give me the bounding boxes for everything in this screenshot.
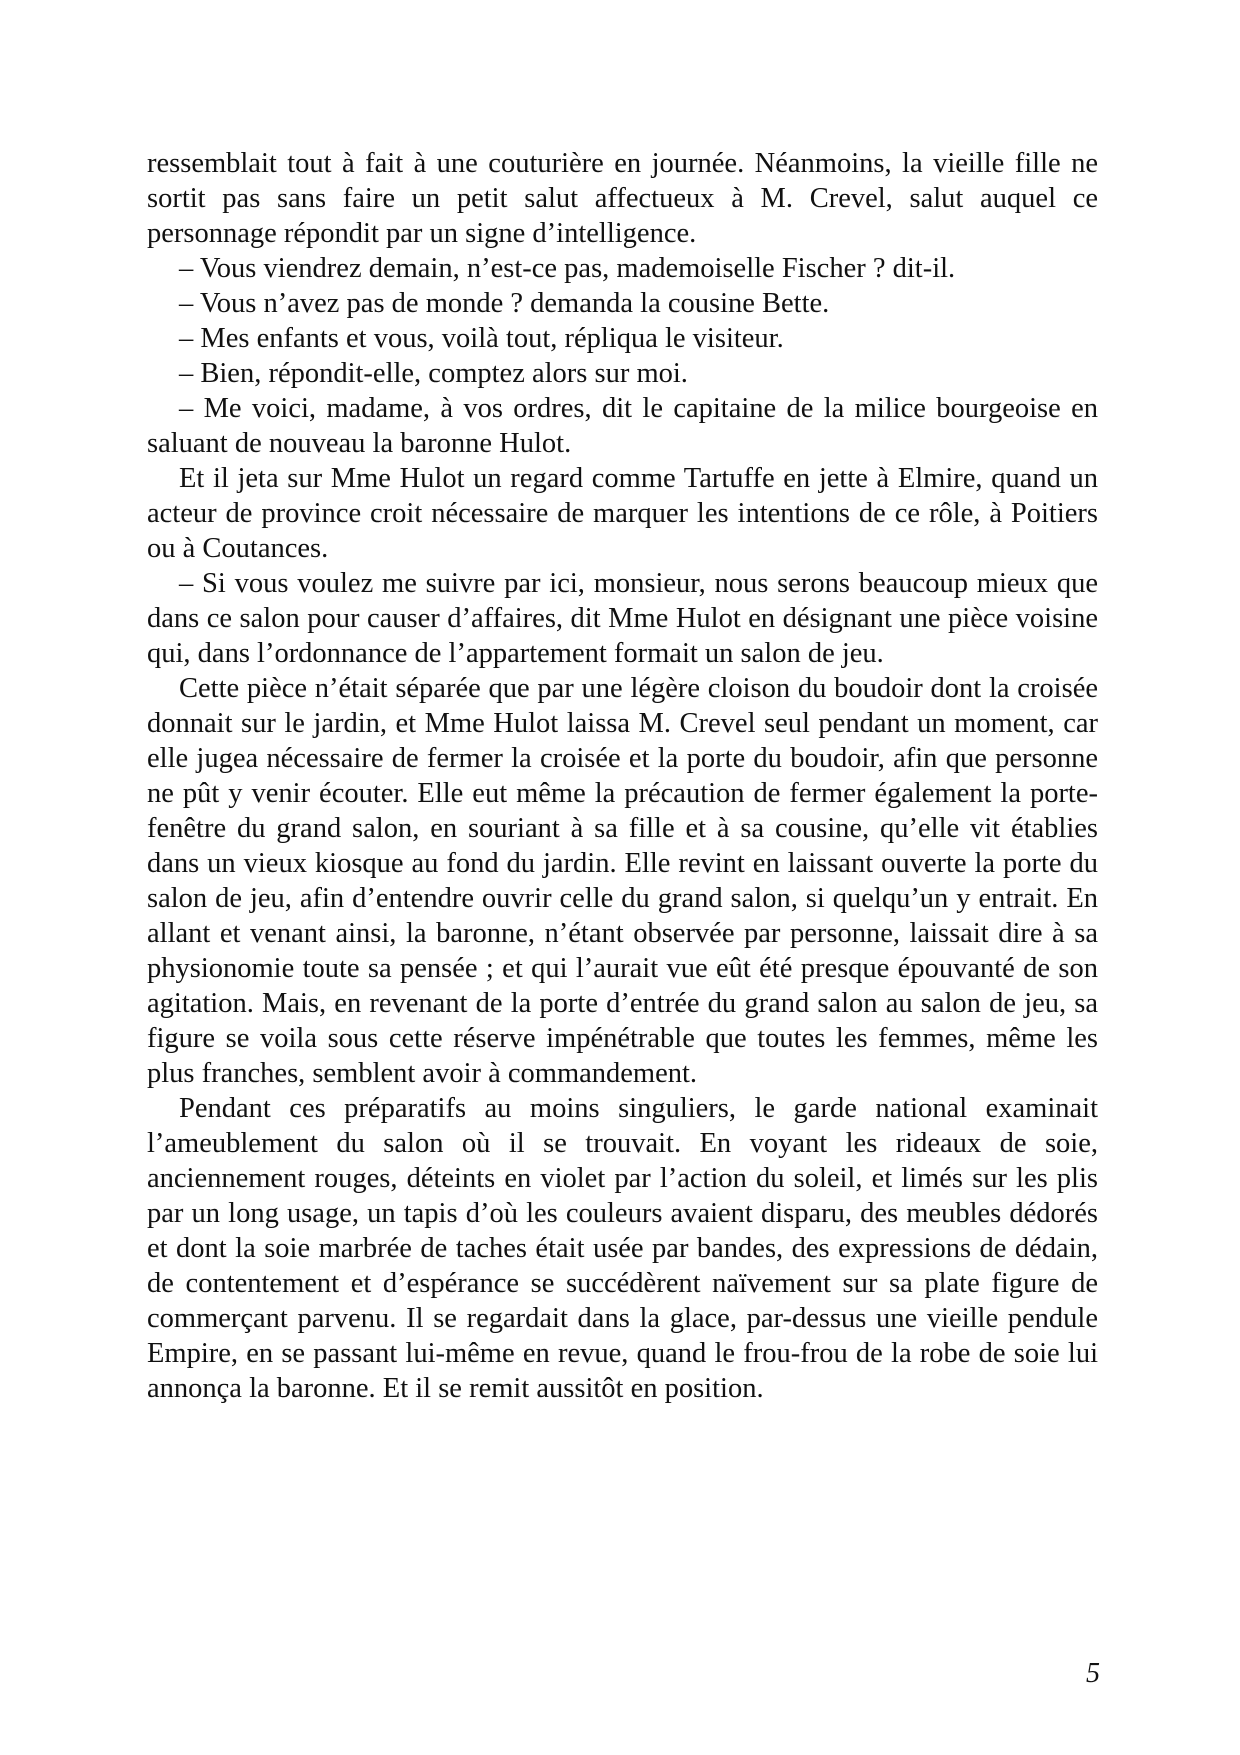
paragraph-1: ressemblait tout à fait à une couturière en journée. Néanmoins, la vieille fille ne sortit pas sans faire un petit salut affectueux à M. Crevel, salut auquel ce personnage répondit par un signe d’intelligence. <box>147 148 1098 249</box>
paragraph-8: – Si vous voulez me suivre par ici, monsieur, nous serons beaucoup mieux que dans ce salon pour causer d’affaires, dit Mme Hulot en désignant une pièce voisine qui, dans l’ordonnance de l’appartement formait un salon de jeu. <box>147 568 1098 669</box>
paragraph-10: Pendant ces préparatifs au moins singuliers, le garde national examinait l’ameublement du salon où il se trouvait. En voyant les rideaux de soie, anciennement rouges, déteints en violet par l’action du soleil, et limés sur les plis par un long usage, un tapis d’où les couleurs avaient disparu, des meubles dédorés et dont la soie marbrée de taches était usée par bandes, des expressions de dédain, de contentement et d’espérance se succédèrent naïvement sur sa plate figure de commerçant parvenu. Il se regardait dans la glace, par-dessus une vieille pendule Empire, en se passant lui-même en revue, quand le frou-frou de la robe de soie lui annonça la baronne. Et il se remit aussitôt en position. <box>147 1093 1098 1404</box>
paragraph-3: – Vous n’avez pas de monde ? demanda la cousine Bette. <box>179 288 830 319</box>
paragraph-6: – Me voici, madame, à vos ordres, dit le capitaine de la milice bourgeoise en saluant de nouveau la baronne Hulot. <box>147 393 1098 459</box>
page-body <box>147 146 1098 1406</box>
paragraph-4: – Mes enfants et vous, voilà tout, répliqua le visiteur. <box>179 323 784 354</box>
paragraph-7: Et il jeta sur Mme Hulot un regard comme Tartuffe en jette à Elmire, quand un acteur de province croit nécessaire de marquer les intentions de ce rôle, à Poitiers ou à Coutances. <box>147 463 1098 564</box>
page-number: 5 <box>1086 1658 1100 1689</box>
paragraph-5: – Bien, répondit-elle, comptez alors sur moi. <box>179 358 688 389</box>
paragraph-9: Cette pièce n’était séparée que par une légère cloison du boudoir dont la croisée donnait sur le jardin, et Mme Hulot laissa M. Crevel seul pendant un moment, car elle jugea nécessaire de fermer la croisée et la porte du boudoir, afin que personne ne pût y venir écouter. Elle eut même la précaution de fermer également la porte-fenêtre du grand salon, en souriant à sa fille et à sa cousine, qu’elle vit établies dans un vieux kiosque au fond du jardin. Elle revint en laissant ouverte la porte du salon de jeu, afin d’entendre ouvrir celle du grand salon, si quelqu’un y entrait. En allant et venant ainsi, la baronne, n’étant observée par personne, laissait dire à sa physionomie toute sa pensée ; et qui l’aurait vue eût été presque épouvanté de son agitation. Mais, en revenant de la porte d’entrée du grand salon au salon de jeu, sa figure se voila sous cette réserve impénétrable que toutes les femmes, même les plus franches, semblent avoir à commandement. <box>147 673 1098 1089</box>
paragraph-2: – Vous viendrez demain, n’est-ce pas, mademoiselle Fischer ? dit-il. <box>179 253 956 284</box>
